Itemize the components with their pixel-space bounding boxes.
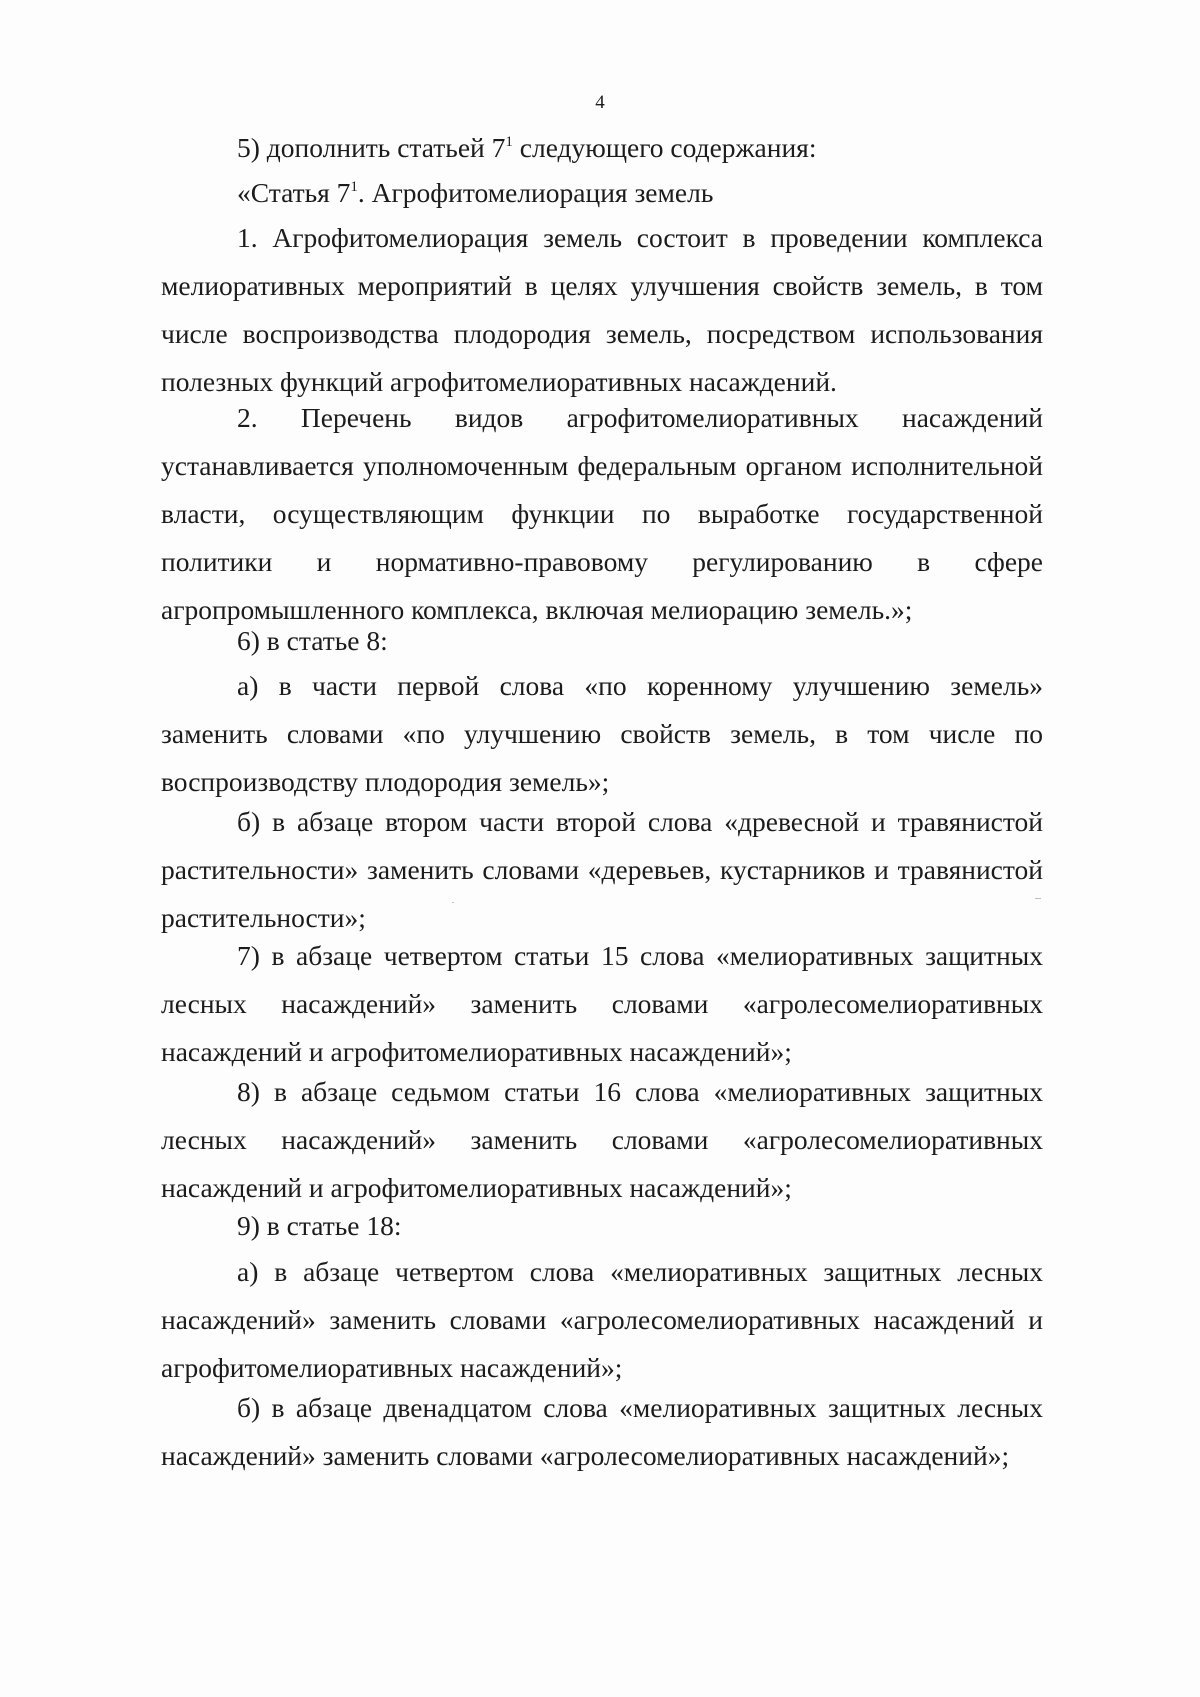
article-paragraph-1: 1. Агрофитомелиорация земель состоит в проведении комплекса мелиоративных мероприятий в целях улучшения свойств земель, в том числе воспроизводства плодородия земель, посредством использования полезных функций агрофитомелиоративных насаждений. <box>161 222 1043 397</box>
list-item-6: 6) в статье 8: <box>237 625 388 656</box>
superscript: 1 <box>350 179 358 195</box>
item-5-text-end: следующего содержания: <box>512 132 817 163</box>
list-item-8: 8) в абзаце седьмом статьи 16 слова «мелиоративных защитных лесных насаждений» заменить словами «агролесомелиоративных насаждений и агрофитомелиоративных насаждений»; <box>161 1076 1043 1203</box>
superscript: 1 <box>505 134 513 150</box>
list-item-9: 9) в статье 18: <box>237 1210 402 1241</box>
article-heading-title: . Агрофитомелиорация земель <box>357 177 714 208</box>
scan-speck <box>1035 898 1041 899</box>
item-5-text: 5) дополнить статьей 7 <box>237 132 506 163</box>
scan-speck <box>452 902 454 903</box>
list-item-7: 7) в абзаце четвертом статьи 15 слова «мелиоративных защитных лесных насаждений» заменить словами «агролесомелиоративных насаждений и агрофитомелиоративных насаждений»; <box>161 940 1043 1067</box>
list-item-6b: б) в абзаце втором части второй слова «древесной и травянистой растительности» заменить словами «деревьев, кустарников и травянистой растительности»; <box>161 806 1043 933</box>
article-paragraph-2: 2. Перечень видов агрофитомелиоративных насаждений устанавливается уполномоченным федеральным органом исполнительной власти, осуществляющим функции по выработке государственной политики и нормативно-правовому регулированию в сфере агропромышленного комплекса, включая мелиорацию земель.»; <box>161 402 1043 625</box>
article-heading <box>161 169 1043 217</box>
list-item-5 <box>161 124 1043 172</box>
list-item-9a: а) в абзаце четвертом слова «мелиоративных защитных лесных насаждений» заменить словами «агролесомелиоративных насаждений и агрофитомелиоративных насаждений»; <box>161 1256 1043 1383</box>
article-heading-text: «Статья 7 <box>237 177 351 208</box>
list-item-9b: б) в абзаце двенадцатом слова «мелиоративных защитных лесных насаждений» заменить словами «агролесомелиоративных насаждений»; <box>161 1392 1043 1471</box>
list-item-6a: а) в части первой слова «по коренному улучшению земель» заменить словами «по улучшению свойств земель, в том числе по воспроизводству плодородия земель»; <box>161 670 1043 797</box>
page-number: 4 <box>595 92 605 113</box>
